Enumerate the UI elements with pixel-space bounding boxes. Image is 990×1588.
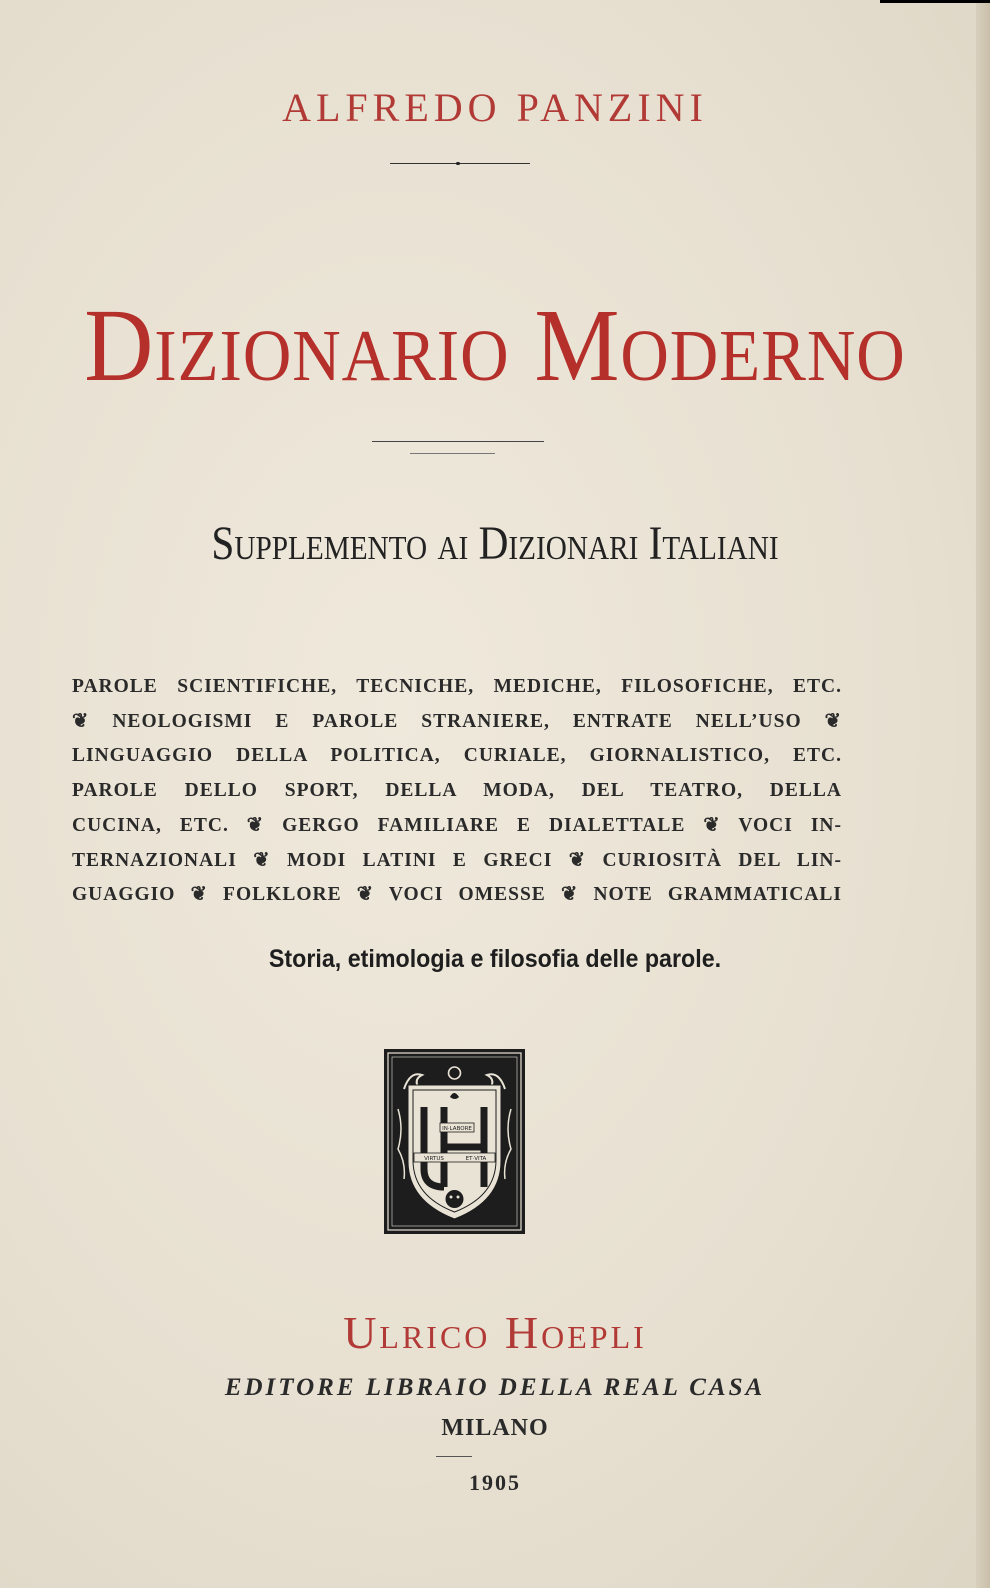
description-line: PAROLE SCIENTIFICHE, TECNICHE, MEDICHE, FILOSOFICHE, ETC. (72, 676, 842, 697)
publication-year: 1905 (469, 1470, 521, 1495)
description-line: CUCINA, ETC. ❦ GERGO FAMILIARE E DIALETTALE ❦ VOCI IN- (72, 814, 842, 836)
author-name: ALFREDO PANZINI (282, 85, 708, 130)
double-rule-bottom (410, 453, 495, 454)
publisher-description: EDITORE LIBRAIO DELLA REAL CASA (224, 1374, 766, 1401)
publication-city: MILANO (441, 1415, 549, 1441)
content-description (72, 670, 842, 913)
corner-mark (880, 0, 990, 3)
publisher-emblem (384, 1049, 525, 1234)
emblem-motto-left: VIRTUS (424, 1156, 444, 1162)
description-line: LINGUAGGIO DELLA POLITICA, CURIALE, GIORNALISTICO, ETC. (72, 745, 842, 767)
description-line: GUAGGIO ❦ FOLKLORE ❦ VOCI OMESSE ❦ NOTE GRAMMATICALI (72, 884, 842, 906)
book-subtitle: Supplemento ai Dizionari Italiani (211, 517, 779, 570)
emblem-motto-right: ET·VITA (465, 1156, 487, 1162)
tagline: Storia, etimologia e filosofia delle parole. (268, 945, 722, 973)
book-title: Dizionario Moderno (84, 288, 906, 403)
publisher-name: Ulrico Hoepli (343, 1307, 647, 1358)
description-line: ❦ NEOLOGISMI E PAROLE STRANIERE, ENTRATE NELL’USO ❦ (72, 710, 842, 732)
ornamental-rule (390, 163, 530, 164)
double-rule-top (372, 441, 544, 442)
description-line: TERNAZIONALI ❦ MODI LATINI E GRECI ❦ CURIOSITÀ DEL LIN- (72, 849, 842, 871)
emblem-ribbon-text: IN·LABORE (442, 1126, 472, 1132)
description-line: PAROLE DELLO SPORT, DELLA MODA, DEL TEATRO, DELLA (72, 780, 842, 802)
small-rule (436, 1456, 472, 1457)
